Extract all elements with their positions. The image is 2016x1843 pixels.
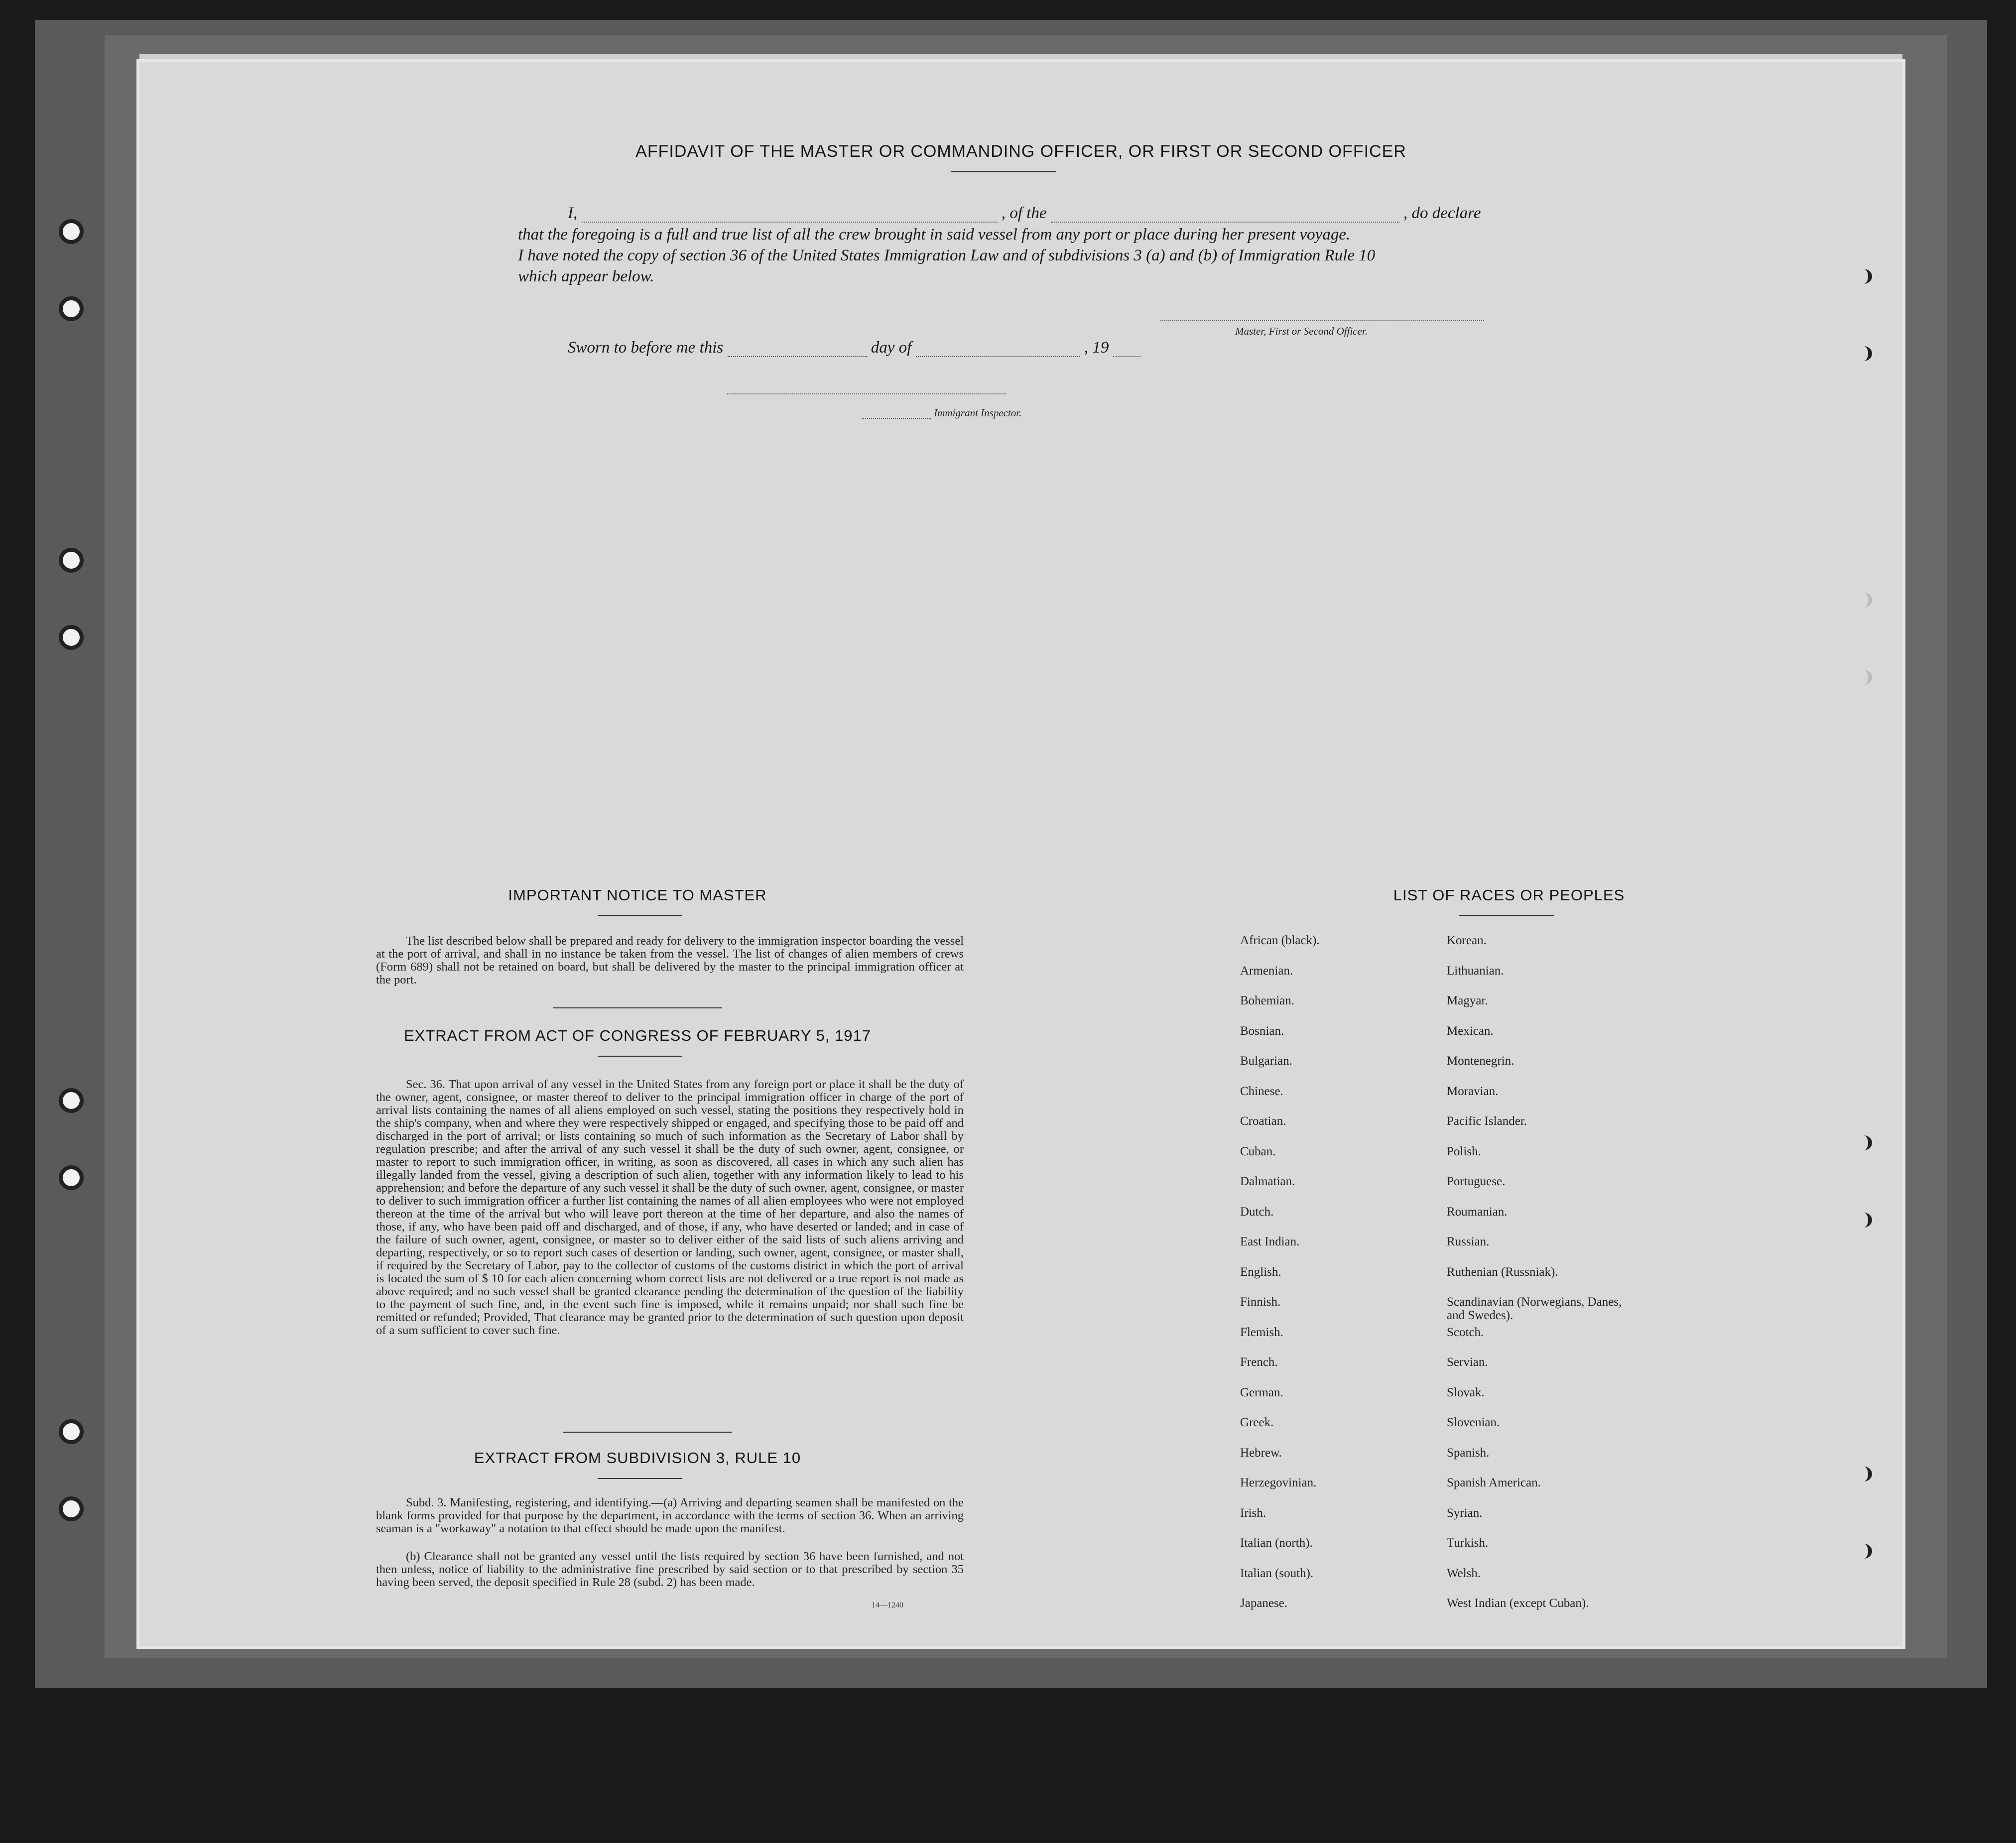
- notice-title: IMPORTANT NOTICE TO MASTER: [508, 886, 767, 904]
- sworn-line: [568, 339, 1215, 357]
- race-item: Ruthenian (Russniak).: [1447, 1265, 1558, 1279]
- sworn-text: Sworn to before me this: [568, 339, 724, 357]
- race-item: Dalmatian.: [1240, 1175, 1295, 1188]
- rule-title: EXTRACT FROM SUBDIVISION 3, RULE 10: [474, 1449, 801, 1467]
- race-item: Italian (north).: [1240, 1536, 1313, 1550]
- race-item: Pacific Islander.: [1447, 1114, 1527, 1128]
- race-item: Greek.: [1240, 1416, 1274, 1429]
- race-item: Korean.: [1447, 934, 1487, 947]
- race-item: Scandinavian (Norwegians, Danes, and Swedes).: [1447, 1295, 1622, 1322]
- race-item: Bulgarian.: [1240, 1054, 1292, 1068]
- affidavit-line-2: that the foregoing is a full and true list of all the crew brought in said vessel from any port or place during her present voyage.: [518, 226, 1351, 244]
- vessel-blank[interactable]: [1051, 209, 1399, 223]
- race-item: Spanish.: [1447, 1446, 1490, 1460]
- affidavit-line-3: I have noted the copy of section 36 of the United States Immigration Law and of subdivisions 3 (a) and (b) of Immigration Rule 10: [518, 246, 1376, 264]
- form-number: 14—1240: [872, 1601, 903, 1609]
- race-item: East Indian.: [1240, 1235, 1300, 1248]
- act-title-rule: [598, 1056, 682, 1057]
- race-item: Cuban.: [1240, 1144, 1276, 1158]
- master-caption: Master, First or Second Officer.: [1235, 325, 1368, 337]
- binder-hole-icon: [1855, 269, 1872, 284]
- rule-title-rule: [598, 1478, 682, 1479]
- binder-hole-icon: [59, 625, 84, 650]
- race-item: Lithuanian.: [1447, 964, 1504, 978]
- race-item: Croatian.: [1240, 1114, 1286, 1128]
- binder-hole-icon: [1855, 1467, 1872, 1481]
- races-title-rule: [1459, 915, 1554, 916]
- day-of-text: day of: [871, 339, 912, 357]
- notice-title-rule: [598, 915, 682, 916]
- binder-hole-icon: [1855, 1135, 1872, 1150]
- master-signature-line[interactable]: [1160, 320, 1484, 321]
- race-item: Spanish American.: [1447, 1476, 1541, 1489]
- rule-body-b: (b) Clearance shall not be granted any vessel until the lists required by section 36 have been furnished, and not then unless, notice of liability to the administrative fine prescribed by said section or to that prescribed by section 35 having been served, the deposit specified in Rule 28 (subd. 2) has been made.: [376, 1550, 964, 1589]
- binder-hole-icon: [1855, 593, 1872, 608]
- notice-body: The list described below shall be prepared and ready for delivery to the immigration inspector boarding the vessel at the port of arrival, and shall in no instance be taken from the vessel. The list of changes of alien members of crews (Form 689) shall not be retained on board, but shall be delivered by the master to the principal immigration officer at the port.: [376, 934, 964, 986]
- race-item: Roumanian.: [1447, 1205, 1508, 1219]
- race-item: Armenian.: [1240, 964, 1293, 978]
- act-title: EXTRACT FROM ACT OF CONGRESS OF FEBRUARY 5, 1917: [403, 1027, 872, 1044]
- affidavit-title-rule: [951, 171, 1056, 172]
- binder-hole-icon: [1855, 1213, 1872, 1228]
- binder-hole-icon: [59, 1496, 84, 1521]
- race-item: Montenegrin.: [1447, 1054, 1514, 1068]
- race-item: Italian (south).: [1240, 1566, 1314, 1580]
- race-item: Flemish.: [1240, 1325, 1283, 1339]
- binder-hole-icon: [59, 219, 84, 244]
- binder-hole-icon: [1855, 346, 1872, 361]
- race-item: Slovenian.: [1447, 1416, 1500, 1429]
- year-blank[interactable]: [1113, 343, 1140, 357]
- race-item: Bosnian.: [1240, 1024, 1284, 1038]
- act-body: Sec. 36. That upon arrival of any vessel in the United States from any foreign port or place it shall be the duty of the owner, agent, consignee, or master thereof to deliver to the principal immigration officer in charge of the port of arrival lists containing the names of all aliens employed on such vessel, stating the positions they respectively hold in the ship's company, when and where they were respectively shipped or engaged, and specifying those to be paid off and discharged in the port of arrival; or lists containing so much of such information as the Secretary of Labor shall by regulation prescribe; and after the arrival of any such vessel it shall be the duty of such owner, agent, consignee, or master to report to such immigration officer, in writing, as soon as discovered, all cases in which any such alien has illegally landed from the vessel, giving a description of such alien, together with any information likely to lead to his apprehension; and before the departure of any such vessel it shall be the duty of such owner, agent, consignee, or master to deliver to such immigration officer a further list containing the names of all alien employees who were not employed thereon at the time of the arrival but who will leave port thereon at the time of her departure, and also the names of those, if any, who have been paid off and discharged, and of those, if any, who have deserted or landed; and in case of the failure of such owner, agent, consignee, or master so to deliver either of the said lists of such aliens arriving and departing, respectively, or so to report such cases of desertion or landing, such owner, agent, consignee, or master shall, if required by the Secretary of Labor, pay to the collector of customs of the customs district in which the port of arrival is located the sum of $ 10 for each alien concerning whom correct lists are not delivered or a true report is not made as above required; and no such vessel shall be granted clearance pending the determination of the question of the liability to the payment of such fine, and, in the event such fine is imposed, while it remains unpaid; nor shall such fine be remitted or refunded; Provided, That clearance may be granted prior to the determination of such question upon deposit of a sum sufficient to cover such fine.: [376, 1078, 964, 1337]
- race-item: Russian.: [1447, 1235, 1490, 1248]
- race-item: Finnish.: [1240, 1295, 1281, 1309]
- race-item: Servian.: [1447, 1355, 1488, 1369]
- race-item: English.: [1240, 1265, 1281, 1279]
- race-item: African (black).: [1240, 934, 1320, 947]
- year-prefix: , 19: [1084, 339, 1109, 357]
- race-item: Mexican.: [1447, 1024, 1494, 1038]
- day-blank[interactable]: [728, 343, 867, 357]
- month-blank[interactable]: [916, 343, 1080, 357]
- race-item: Magyar.: [1447, 994, 1488, 1007]
- inspector-caption: [862, 407, 1021, 419]
- inspector-signature-line[interactable]: [727, 393, 1006, 394]
- race-item: Portuguese.: [1447, 1175, 1506, 1188]
- race-item: Polish.: [1447, 1144, 1481, 1158]
- race-item: German.: [1240, 1385, 1283, 1399]
- race-item: Chinese.: [1240, 1084, 1283, 1098]
- inspector-caption-text: Immigrant Inspector.: [934, 407, 1022, 419]
- notice-end-rule: [553, 1007, 722, 1008]
- binder-hole-icon: [59, 548, 84, 573]
- act-end-rule: [563, 1432, 732, 1433]
- affidavit-line-1: [568, 204, 1638, 223]
- race-item: Slovak.: [1447, 1385, 1485, 1399]
- race-item: Herzegovinian.: [1240, 1476, 1317, 1489]
- page-stack-edge: [139, 54, 1902, 61]
- race-item: Irish.: [1240, 1506, 1266, 1520]
- binder-hole-icon: [1855, 670, 1872, 685]
- race-item: Bohemian.: [1240, 994, 1295, 1007]
- affidavit-line-4: which appear below.: [518, 267, 654, 285]
- race-item: Syrian.: [1447, 1506, 1483, 1520]
- binder-hole-icon: [59, 296, 84, 321]
- name-blank[interactable]: [582, 209, 998, 223]
- races-column-1: [1240, 934, 1389, 1627]
- race-item: West Indian (except Cuban).: [1447, 1597, 1589, 1610]
- race-item: Welsh.: [1447, 1566, 1481, 1580]
- race-item: Dutch.: [1240, 1205, 1274, 1219]
- race-item: Scotch.: [1447, 1325, 1484, 1339]
- affidavit-declare: , do declare: [1403, 204, 1481, 222]
- rule-body-a: Subd. 3. Manifesting, registering, and identifying.—(a) Arriving and departing seamen shall be manifested on the blank forms provided for that purpose by the department, in accordance with the terms of section 36. When an arriving seaman is a "workaway" a notation to that effect should be made upon the manifest.: [376, 1496, 964, 1535]
- race-item: Japanese.: [1240, 1597, 1288, 1610]
- races-title: LIST OF RACES OR PEOPLES: [1393, 886, 1625, 904]
- race-item: Turkish.: [1447, 1536, 1489, 1550]
- affidavit-i: I,: [568, 204, 578, 222]
- binder-hole-icon: [1855, 1544, 1872, 1559]
- races-column-2: [1447, 934, 1636, 1627]
- affidavit-title: AFFIDAVIT OF THE MASTER OR COMMANDING OFFICER, OR FIRST OR SECOND OFFICER: [635, 142, 1406, 161]
- race-item: Hebrew.: [1240, 1446, 1282, 1460]
- binder-hole-icon: [59, 1419, 84, 1444]
- binder-hole-icon: [59, 1088, 84, 1113]
- race-item: Moravian.: [1447, 1084, 1499, 1098]
- document-page: [139, 62, 1902, 1646]
- binder-hole-icon: [59, 1165, 84, 1190]
- affidavit-of-the: , of the: [1001, 204, 1047, 222]
- race-item: French.: [1240, 1355, 1278, 1369]
